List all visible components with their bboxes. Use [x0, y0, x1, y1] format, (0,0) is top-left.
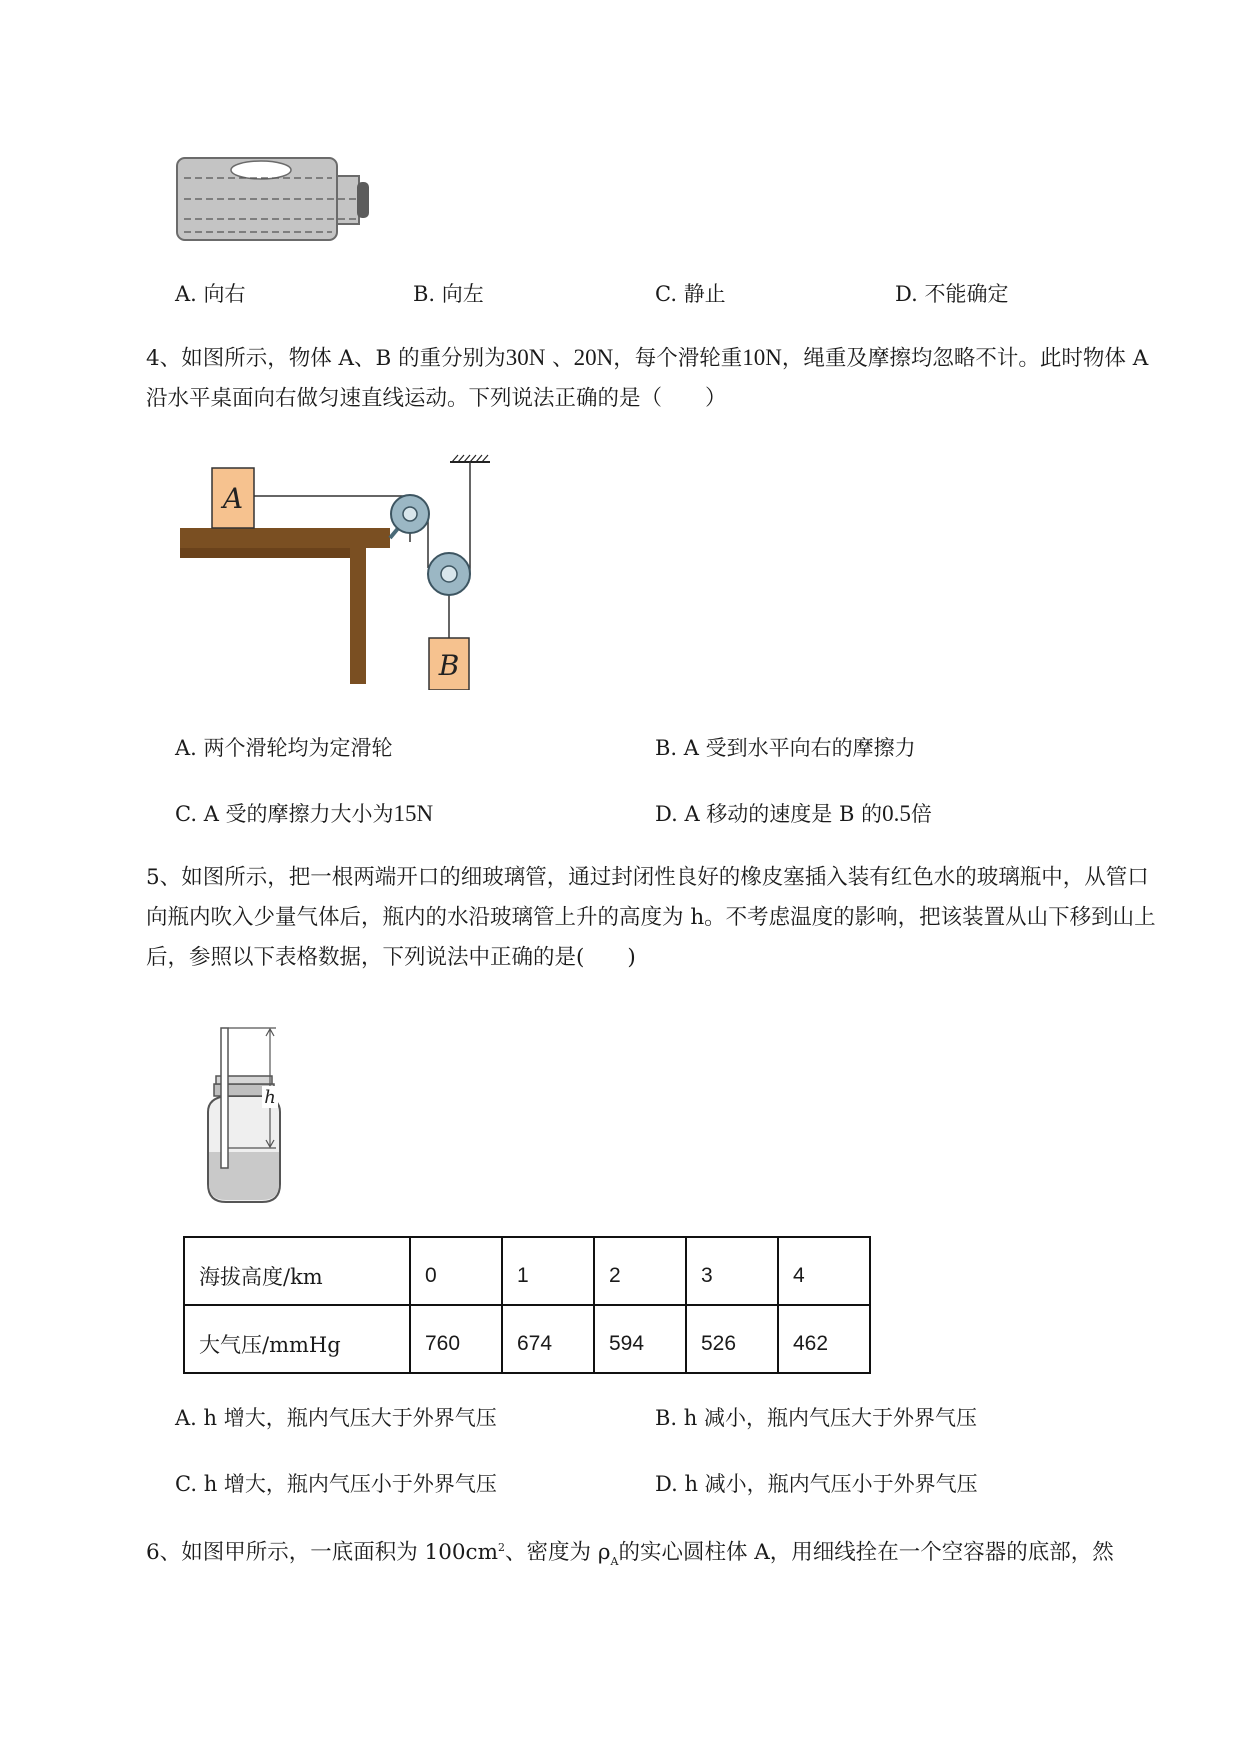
- table-cell: 1: [502, 1237, 594, 1305]
- q4-option-a: A. 两个滑轮均为定滑轮: [175, 736, 393, 760]
- block-a-label: A: [222, 482, 244, 515]
- q3-option-a: A. 向右: [175, 282, 246, 306]
- bottle-tube-figure: [186, 1024, 296, 1206]
- table-cell: 594: [594, 1305, 686, 1373]
- table-cell: 760: [410, 1305, 502, 1373]
- q3-option-d: D. 不能确定: [895, 282, 1009, 306]
- table-cell: 3: [686, 1237, 778, 1305]
- q5-figure: [186, 1024, 296, 1206]
- row-header: 大气压/mmHg: [184, 1305, 410, 1373]
- q5-stem: 5、如图所示，把一根两端开口的细玻璃管，通过封闭性良好的橡皮塞插入装有红色水的玻璃瓶中，从管口向瓶内吹入少量气体后，瓶内的水沿玻璃管上升的高度为 h。不考虑温度的影响，把该装置从山下移到山上后，参照以下表格数据，下列说法中正确的是( ): [146, 865, 1156, 970]
- table-cell: 2: [594, 1237, 686, 1305]
- block-b-label: B: [438, 649, 460, 682]
- q3-option-b: B. 向左: [413, 282, 484, 306]
- table-row: [184, 1237, 870, 1305]
- table-cell: 526: [686, 1305, 778, 1373]
- table-cell: 462: [778, 1305, 870, 1373]
- q5-option-b: B. h 减小，瓶内气压大于外界气压: [655, 1406, 977, 1430]
- table-row: [184, 1305, 870, 1373]
- table-cell: 0: [410, 1237, 502, 1305]
- table-cell: 674: [502, 1305, 594, 1373]
- q5-option-c: C. h 增大，瓶内气压小于外界气压: [175, 1472, 497, 1496]
- q6-stem: 6、如图甲所示，一底面积为 $100cm^2$、密度为 $\rho_A$的实心圆柱体 A，用细线拴在一个空容器的底部，然: [146, 1540, 1114, 1568]
- spirit-level-figure: [172, 150, 382, 250]
- q4-option-c: C. A 受的摩擦力大小为15N: [175, 801, 434, 826]
- q4-figure: [178, 450, 498, 690]
- q4-stem: 4、如图所示，物体 A、B 的重分别为30N 、20N，每个滑轮重10N，绳重及摩擦均忽略不计。此时物体 A 沿水平桌面向右做匀速直线运动。下列说法正确的是（ ）: [146, 345, 1149, 411]
- altitude-pressure-table: [183, 1236, 871, 1374]
- q5-option-d: D. h 减小，瓶内气压小于外界气压: [655, 1472, 978, 1496]
- table-cell: 4: [778, 1237, 870, 1305]
- q5-option-a: A. h 增大，瓶内气压大于外界气压: [175, 1406, 497, 1430]
- q3-option-c: C. 静止: [655, 282, 726, 306]
- height-h-label: h: [264, 1087, 276, 1108]
- q4-option-d: D. A 移动的速度是 B 的0.5倍: [655, 801, 932, 826]
- q3-figure: [172, 150, 382, 250]
- pulley-system-figure: [178, 450, 498, 690]
- q4-option-b: B. A 受到水平向右的摩擦力: [655, 736, 916, 760]
- row-header: 海拔高度/km: [184, 1237, 410, 1305]
